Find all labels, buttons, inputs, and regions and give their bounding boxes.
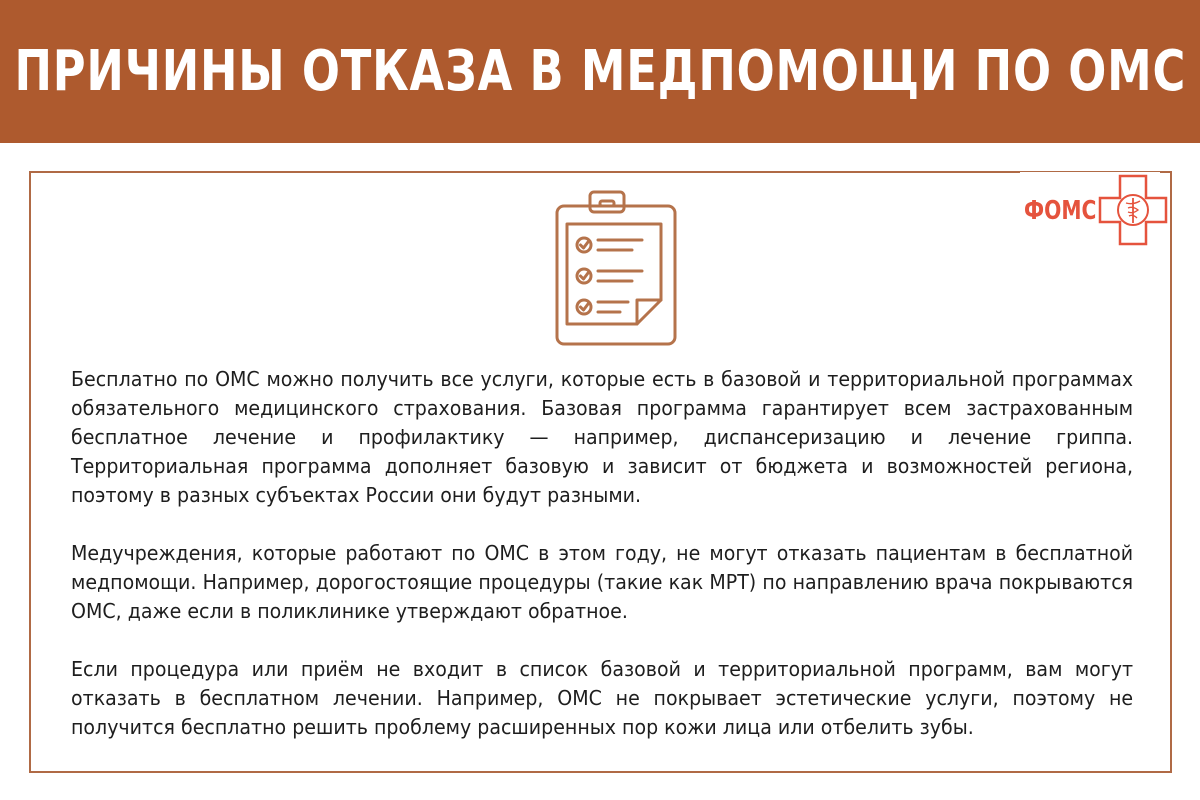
foms-logo: [1020, 172, 1160, 248]
clipboard-checklist-icon: [554, 190, 678, 346]
paragraph-2: Медучреждения, которые работают по ОМС в этом году, не могут отказать пациентам в бесплатной медпомощи. Например, дорогостоящие процедуры (такие как МРТ) по направлению врача покрываются ОМС, даже если в поликлинике утверждают обратное.: [71, 541, 1134, 623]
body-text: [71, 365, 1133, 771]
paragraph-1: Бесплатно по ОМС можно получить все услуги, которые есть в базовой и территориальной программах обязательного медицинского страхования. Базовая программа гарантирует всем застрахованным бесплатное лечение и профилактику — например, диспансеризацию и лечение гриппа. Территориальная программа дополняет базовую и зависит от бюджета и возможностей региона, поэтому в разных субъектах России они будут разными.: [71, 367, 1134, 507]
medical-cross-caduceus-icon: [1098, 174, 1168, 246]
logo-text: ФОМС: [1024, 196, 1097, 226]
page-title: ПРИЧИНЫ ОТКАЗА В МЕДПОМОЩИ ПО ОМС: [14, 38, 1186, 104]
header-banner: [0, 0, 1200, 143]
paragraph-3: Если процедура или приём не входит в список базовой и территориальной программ, вам могут отказать в бесплатном лечении. Например, ОМС не покрывает эстетические услуги, поэтому не получится бесплатно решить проблему расширенных пор кожи лица или отбелить зубы.: [71, 657, 1134, 739]
